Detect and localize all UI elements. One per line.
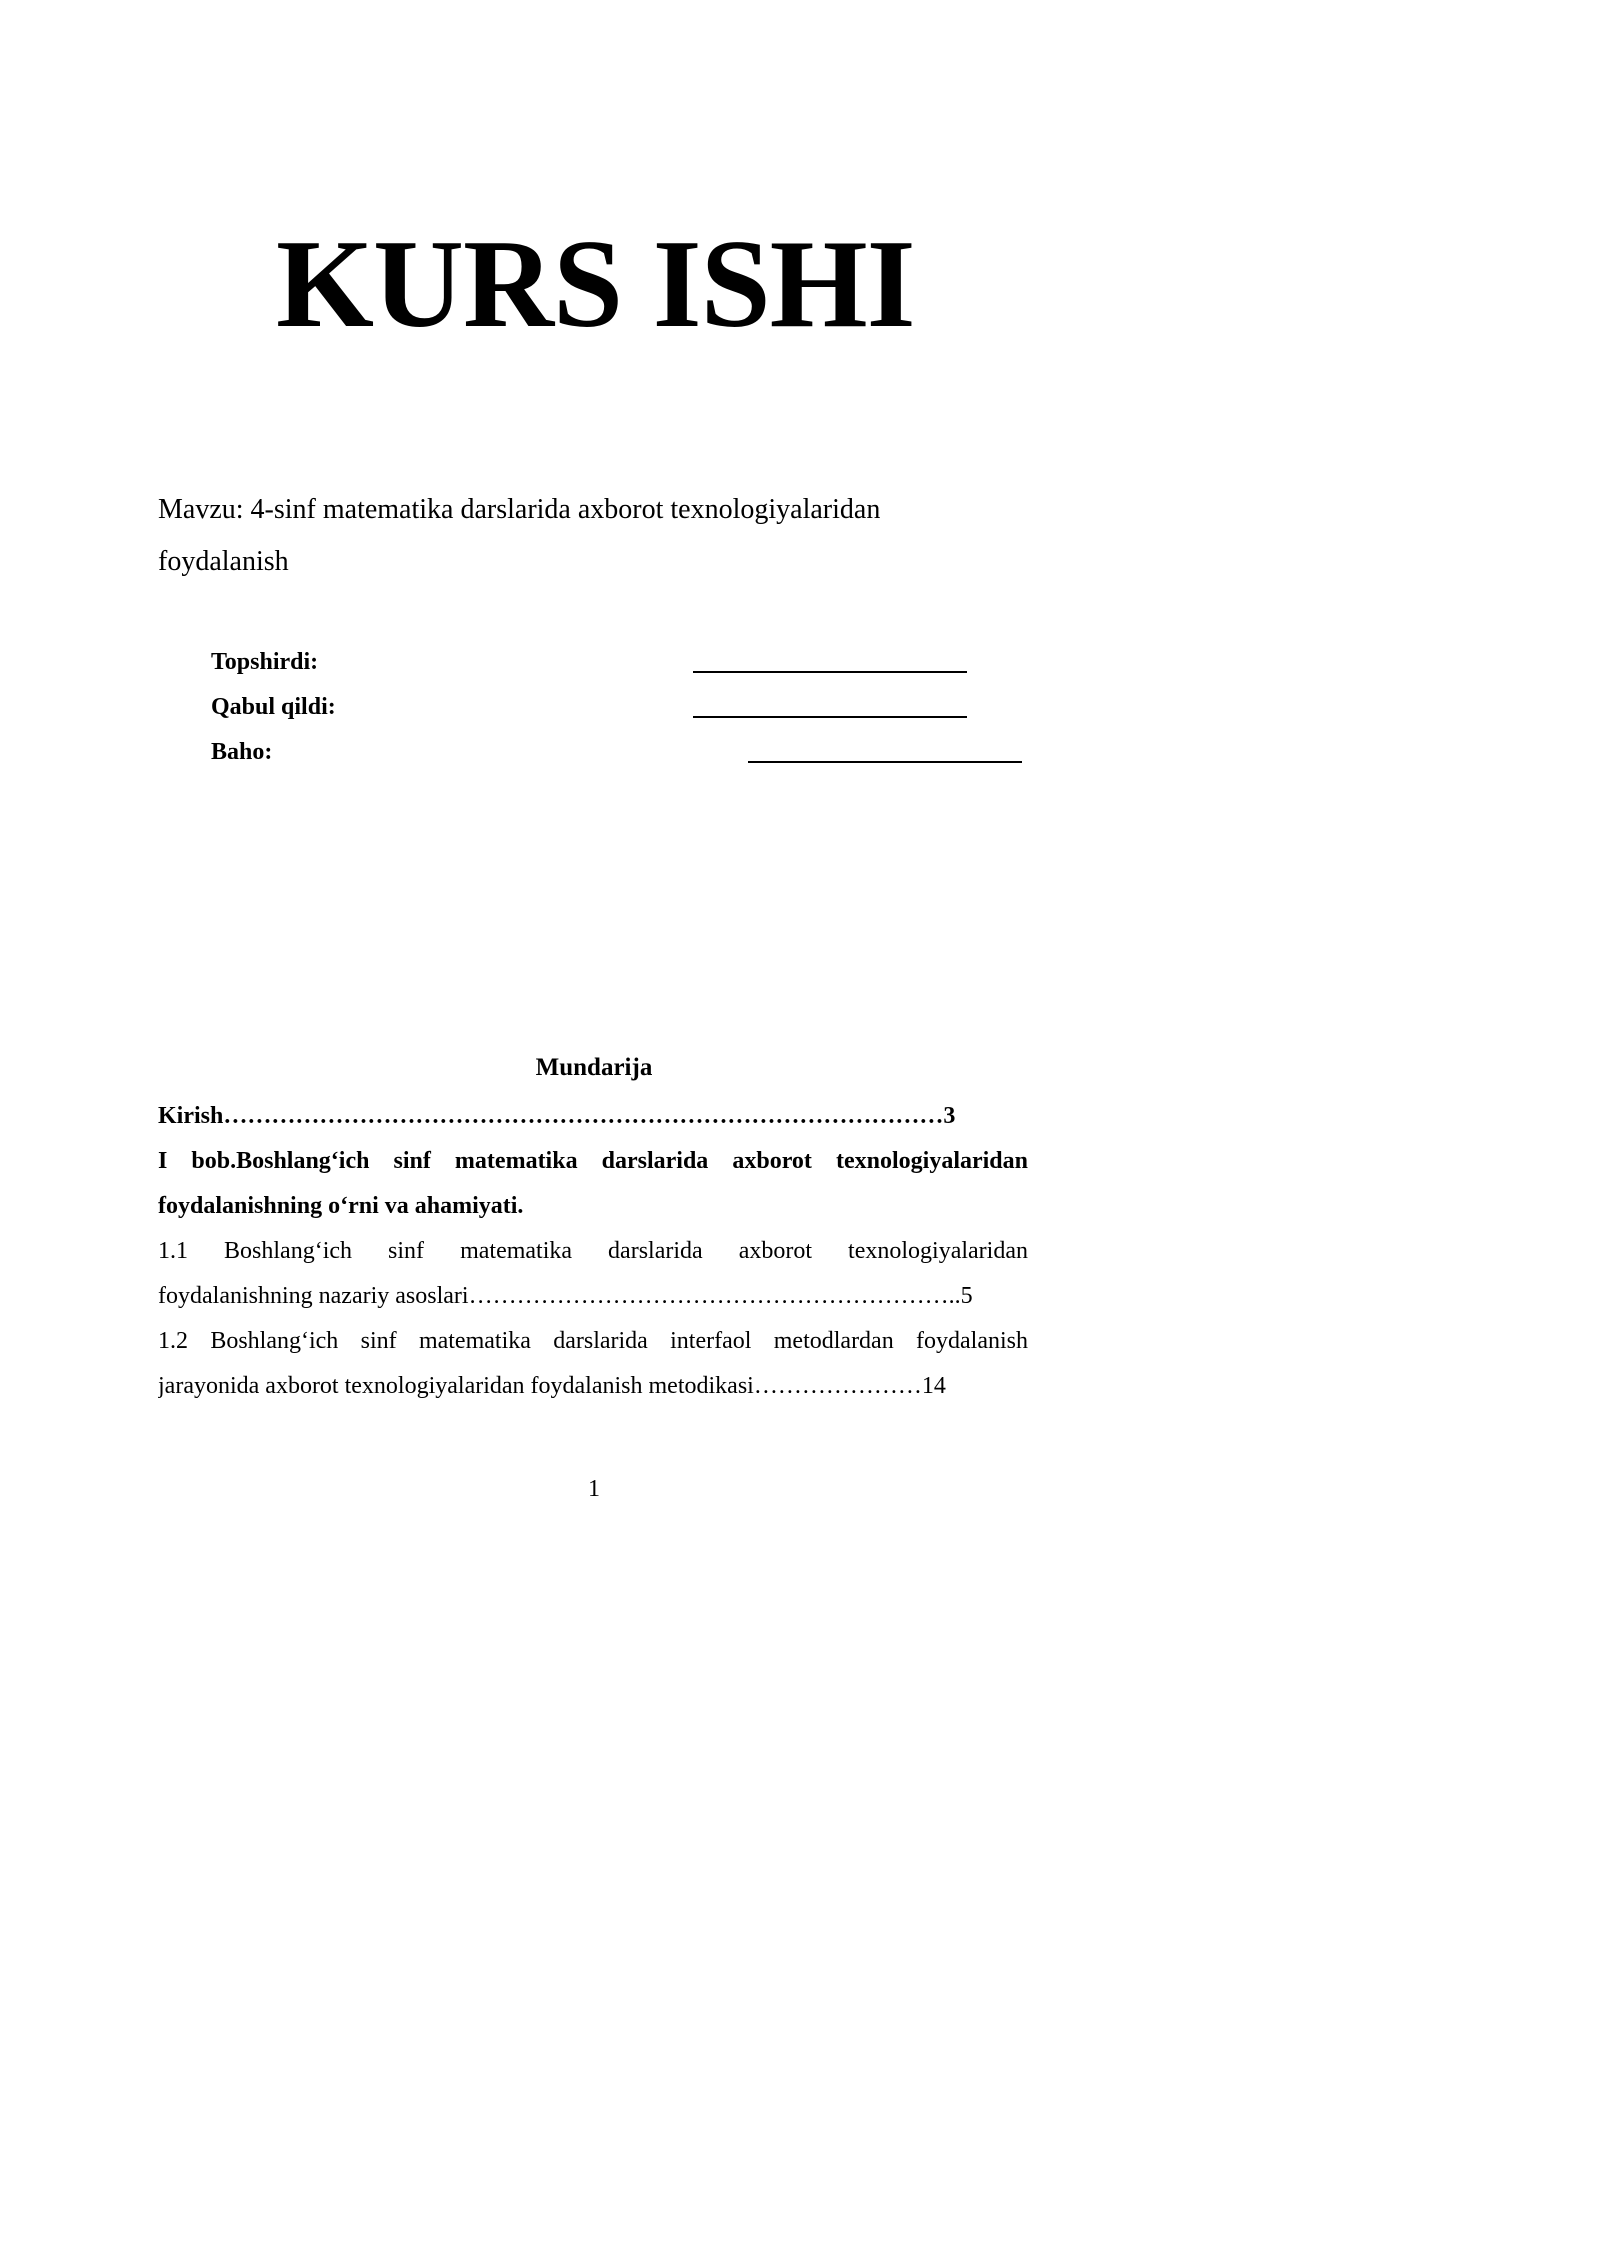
document-title: KURS ISHI xyxy=(276,215,915,354)
toc-entry-section-1-2: 1.2 Boshlang‘ich sinf matematika darslarida interfaol metodlardan foydalanish xyxy=(158,1328,1028,1354)
toc-entry-introduction: Kirish………………………………………………………………………………3 xyxy=(158,1103,956,1129)
toc-entry-section-1-1-cont: foydalanishning nazariy asoslari……………………………………………………..5 xyxy=(158,1283,973,1309)
toc-heading: Mundarija xyxy=(535,1054,653,1081)
document-page xyxy=(0,0,1100,1555)
topic-block xyxy=(158,484,958,588)
accepted-row xyxy=(211,685,1031,730)
toc-entry-chapter-1: I bob.Boshlang‘ich sinf matematika darslarida axborot texnologiyalaridan xyxy=(158,1148,1028,1174)
page-number: 1 xyxy=(588,1476,600,1502)
grade-label: Baho: xyxy=(211,739,273,765)
topic-line-2: foydalanish xyxy=(158,546,289,577)
submitted-signature-line xyxy=(693,671,967,673)
table-of-contents xyxy=(158,1094,1028,1409)
toc-entry-section-1-1: 1.1 Boshlang‘ich sinf matematika darslarida axborot texnologiyalaridan xyxy=(158,1238,1028,1264)
signoff-block xyxy=(211,640,1031,775)
toc-entry-section-1-2-cont: jarayonida axborot texnologiyalaridan foydalanish metodikasi…………………14 xyxy=(158,1373,946,1399)
grade-row xyxy=(211,730,1031,775)
toc-entry-chapter-1-cont: foydalanishning o‘rni va ahamiyati. xyxy=(158,1193,524,1219)
submitted-row xyxy=(211,640,1031,685)
accepted-signature-line xyxy=(693,716,967,718)
topic-line-1: Mavzu: 4-sinf matematika darslarida axborot texnologiyalaridan xyxy=(158,494,881,525)
grade-signature-line xyxy=(748,761,1022,763)
submitted-label: Topshirdi: xyxy=(211,649,319,675)
accepted-label: Qabul qildi: xyxy=(211,694,336,720)
